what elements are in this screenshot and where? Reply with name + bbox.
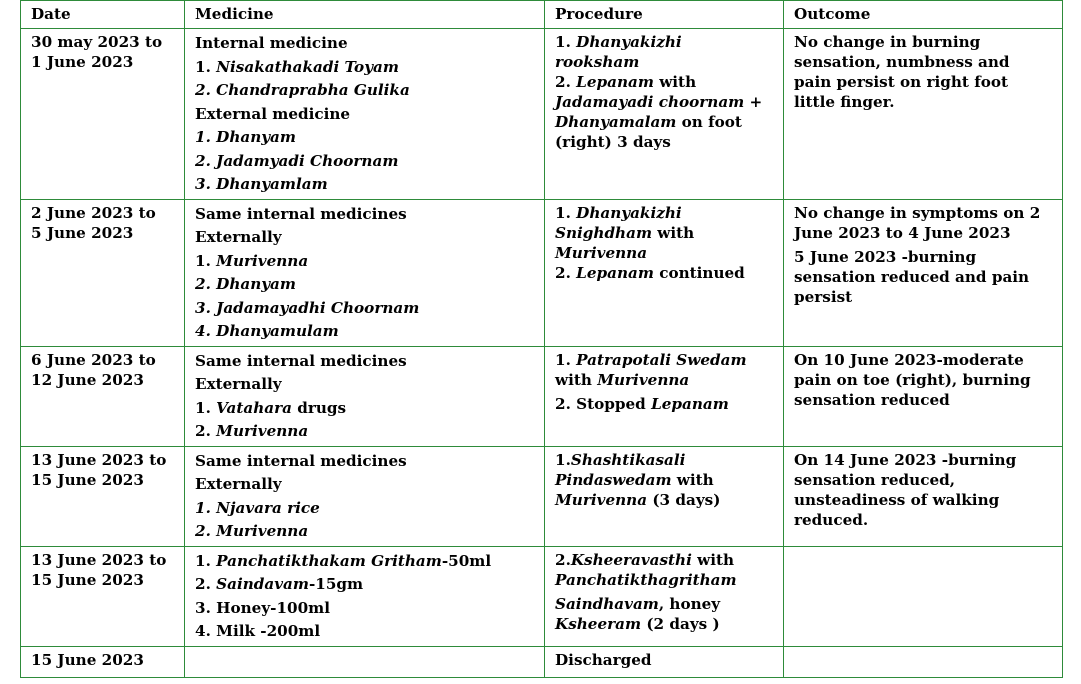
procedure-line: [555, 203, 773, 223]
text-segment: (3 days): [647, 490, 721, 509]
medicine-line: [195, 203, 534, 227]
outcome-line: [794, 203, 1052, 223]
medicine-line: [195, 103, 534, 127]
procedure-line: [555, 650, 773, 670]
text-segment: Murivenna: [216, 422, 309, 440]
text-segment: Dhanyakizhi: [576, 33, 682, 51]
text-segment: with: [653, 73, 697, 91]
date-cell: [21, 199, 185, 346]
text-segment: pain persist on right foot: [794, 73, 1009, 91]
procedure-line: [555, 490, 773, 510]
text-segment: 2.: [555, 550, 571, 569]
medicine-line: [195, 497, 534, 521]
procedure-line: [555, 32, 773, 52]
text-segment: 3. Jadamayadhi Choornam: [195, 298, 420, 317]
text-segment: 2. Dhanyam: [195, 275, 296, 293]
medicine-line: [195, 620, 534, 644]
text-segment: Dhanyamalam: [555, 113, 677, 131]
text-segment: No change in burning: [794, 33, 981, 51]
text-segment: , honey: [658, 594, 721, 613]
medicine-line: [195, 32, 534, 56]
outcome-line: [794, 267, 1052, 287]
date-line: 15 June 2023: [31, 650, 144, 669]
text-segment: 3. Honey-100ml: [195, 598, 330, 617]
text-segment: Externally: [195, 375, 282, 393]
date-cell: [21, 446, 185, 546]
text-segment: Panchatikthakam Gritham: [216, 551, 442, 570]
procedure-line: [555, 394, 773, 414]
text-segment: 1.: [195, 551, 217, 570]
medicine-line: [195, 79, 534, 103]
date-line: 15 June 2023: [31, 470, 144, 489]
treatment-table: [20, 0, 1063, 678]
text-segment: Snighdham: [555, 223, 653, 242]
date-line: 2 June 2023 to: [31, 203, 156, 222]
date-line: 5 June 2023: [31, 223, 134, 242]
medicine-line: [195, 297, 534, 321]
outcome-line: [794, 390, 1052, 410]
medicine-line: [195, 150, 534, 174]
text-segment: 4. Dhanyamulam: [195, 322, 339, 340]
text-segment: sensation reduced: [794, 390, 950, 409]
outcome-line: [794, 370, 1052, 390]
medicine-line: [195, 320, 534, 344]
text-segment: 2. Murivenna: [195, 522, 309, 540]
text-segment: Shashtikasali: [570, 450, 686, 469]
outcome-line: [794, 490, 1052, 510]
procedure-line: [555, 92, 773, 112]
outcome-line: [794, 510, 1052, 530]
procedure-line: [555, 594, 773, 614]
procedure-line: [555, 570, 773, 590]
medicine-line: [195, 126, 534, 150]
medicine-line: [195, 550, 534, 574]
text-segment: unsteadiness of walking: [794, 490, 1000, 509]
text-segment: Same internal medicines: [195, 204, 407, 223]
outcome-line: [794, 52, 1052, 72]
outcome-cell: [784, 199, 1063, 346]
procedure-line: [555, 52, 773, 72]
table-row: [21, 29, 1063, 200]
procedure-line: [555, 614, 773, 634]
text-segment: Internal medicine: [195, 34, 348, 52]
text-segment: continued: [653, 263, 745, 282]
medicine-line: [195, 597, 534, 621]
outcome-cell: [784, 29, 1063, 200]
date-line: 30 may 2023 to: [31, 33, 163, 51]
text-segment: Lepanam: [576, 73, 654, 91]
outcome-line: [794, 247, 1052, 267]
table-row: [21, 446, 1063, 546]
outcome-line: [794, 223, 1052, 243]
text-segment: Saindhavam: [555, 594, 659, 613]
medicine-line: [195, 273, 534, 297]
medicine-cell: [185, 29, 545, 200]
text-segment: with: [652, 223, 695, 242]
procedure-line: [555, 263, 773, 283]
procedure-cell: [545, 199, 784, 346]
header-outcome: Outcome: [784, 1, 1063, 29]
date-line: 13 June 2023 to: [31, 450, 167, 469]
procedure-line: [555, 550, 773, 570]
outcome-line: [794, 450, 1052, 470]
text-segment: 1.: [555, 33, 577, 51]
outcome-line: [794, 287, 1052, 307]
date-cell: [21, 546, 185, 646]
text-segment: Lepanam: [576, 263, 654, 282]
text-segment: Nisakathakadi Toyam: [216, 57, 399, 76]
text-segment: sensation, numbness and: [794, 53, 1010, 71]
header-medicine: Medicine: [185, 1, 545, 29]
outcome-cell: [784, 346, 1063, 446]
text-segment: Patrapotali Swedam: [576, 350, 747, 369]
procedure-cell: [545, 446, 784, 546]
text-segment: 1. Dhanyam: [195, 128, 296, 146]
text-segment: Same internal medicines: [195, 351, 407, 370]
date-line: 15 June 2023: [31, 570, 144, 589]
procedure-line: [555, 243, 773, 263]
procedure-cell: [545, 546, 784, 646]
date-cell: [21, 29, 185, 200]
text-segment: 2.: [555, 73, 577, 91]
text-segment: +: [744, 93, 763, 111]
date-line: 1 June 2023: [31, 53, 134, 71]
text-segment: sensation reduced and pain: [794, 267, 1030, 286]
text-segment: Lepanam: [651, 394, 729, 413]
text-segment: Same internal medicines: [195, 451, 407, 470]
outcome-line: [794, 350, 1052, 370]
outcome-line: [794, 470, 1052, 490]
text-segment: Externally: [195, 475, 282, 493]
medicine-line: [195, 520, 534, 544]
text-segment: 1.: [195, 398, 217, 417]
text-segment: reduced.: [794, 510, 869, 529]
text-segment: Dhanyakizhi: [576, 203, 682, 222]
procedure-cell: [545, 646, 784, 677]
text-segment: with: [671, 470, 714, 489]
text-segment: Externally: [195, 228, 282, 246]
procedure-cell: [545, 29, 784, 200]
medicine-line: [195, 250, 534, 274]
text-segment: Murivenna: [216, 251, 309, 270]
header-procedure: Procedure: [545, 1, 784, 29]
date-line: 13 June 2023 to: [31, 550, 167, 569]
text-segment: Ksheeravasthi: [570, 550, 692, 569]
text-segment: June 2023 to 4 June 2023: [794, 223, 1011, 242]
procedure-line: [555, 370, 773, 390]
table-row: [21, 199, 1063, 346]
medicine-line: [195, 373, 534, 397]
text-segment: On 10 June 2023-moderate: [794, 350, 1024, 369]
text-segment: Saindavam: [216, 575, 309, 593]
text-segment: 1.: [555, 450, 571, 469]
text-segment: 2.: [195, 422, 217, 440]
date-cell: [21, 346, 185, 446]
text-segment: Pindaswedam: [555, 470, 672, 489]
text-segment: rooksham: [555, 53, 640, 71]
text-segment: 1.: [195, 57, 217, 76]
text-segment: On 14 June 2023 -burning: [794, 450, 1017, 469]
text-segment: 1.: [555, 203, 577, 222]
procedure-line: [555, 132, 773, 152]
text-segment: 2. Jadamyadi Choornam: [195, 151, 399, 170]
text-segment: Panchatikthagritham: [555, 570, 737, 589]
text-segment: on foot: [676, 113, 742, 131]
text-segment: Vatahara: [216, 398, 292, 417]
text-segment: 5 June 2023 -burning: [794, 247, 977, 266]
date-line: 6 June 2023 to: [31, 350, 156, 369]
text-segment: Murivenna: [597, 370, 690, 389]
medicine-line: [195, 420, 534, 444]
header-date: Date: [21, 1, 185, 29]
date-line: 12 June 2023: [31, 370, 144, 389]
text-segment: 1. Njavara rice: [195, 498, 320, 517]
medicine-line: [195, 450, 534, 474]
medicine-line: [195, 573, 534, 597]
text-segment: with: [691, 550, 735, 569]
text-segment: Jadamayadi choornam: [555, 93, 745, 111]
outcome-cell: [784, 446, 1063, 546]
medicine-line: [195, 397, 534, 421]
outcome-line: [794, 72, 1052, 92]
outcome-cell: [784, 646, 1063, 677]
text-segment: little finger.: [794, 93, 895, 111]
table-row: [21, 646, 1063, 677]
procedure-line: [555, 223, 773, 243]
text-segment: Discharged: [555, 650, 652, 669]
date-cell: [21, 646, 185, 677]
procedure-cell: [545, 346, 784, 446]
text-segment: 2.: [555, 263, 577, 282]
text-segment: Murivenna: [555, 490, 648, 509]
table-row: [21, 546, 1063, 646]
medicine-line: [195, 173, 534, 197]
text-segment: 2. Chandraprabha Gulika: [195, 81, 410, 99]
procedure-line: [555, 450, 773, 470]
text-segment: -15gm: [308, 575, 364, 593]
medicine-cell: [185, 546, 545, 646]
text-segment: 2. Stopped: [555, 394, 652, 413]
outcome-cell: [784, 546, 1063, 646]
outcome-line: [794, 92, 1052, 112]
text-segment: (right) 3 days: [555, 133, 671, 151]
procedure-line: [555, 350, 773, 370]
text-segment: 4. Milk -200ml: [195, 622, 321, 640]
text-segment: drugs: [291, 398, 347, 417]
table-body: [21, 29, 1063, 678]
medicine-line: [195, 350, 534, 374]
medicine-line: [195, 473, 534, 497]
text-segment: -50ml: [441, 551, 492, 570]
outcome-line: [794, 32, 1052, 52]
text-segment: persist: [794, 287, 853, 306]
procedure-line: [555, 470, 773, 490]
text-segment: 1.: [555, 350, 577, 369]
medicine-line: [195, 226, 534, 250]
text-segment: 2.: [195, 575, 217, 593]
text-segment: Ksheeram: [555, 614, 642, 633]
medicine-cell: [185, 346, 545, 446]
text-segment: Murivenna: [555, 243, 648, 262]
text-segment: 1.: [195, 251, 217, 270]
medicine-cell: [185, 646, 545, 677]
header-row: [21, 1, 1063, 29]
text-segment: External medicine: [195, 104, 351, 123]
text-segment: (2 days ): [641, 614, 720, 633]
table-row: [21, 346, 1063, 446]
text-segment: pain on toe (right), burning: [794, 370, 1031, 389]
procedure-line: [555, 72, 773, 92]
text-segment: No change in symptoms on 2: [794, 203, 1041, 222]
medicine-cell: [185, 446, 545, 546]
medicine-cell: [185, 199, 545, 346]
text-segment: sensation reduced,: [794, 470, 956, 489]
text-segment: with: [555, 370, 598, 389]
procedure-line: [555, 112, 773, 132]
text-segment: 3. Dhanyamlam: [195, 175, 328, 193]
medicine-line: [195, 56, 534, 80]
